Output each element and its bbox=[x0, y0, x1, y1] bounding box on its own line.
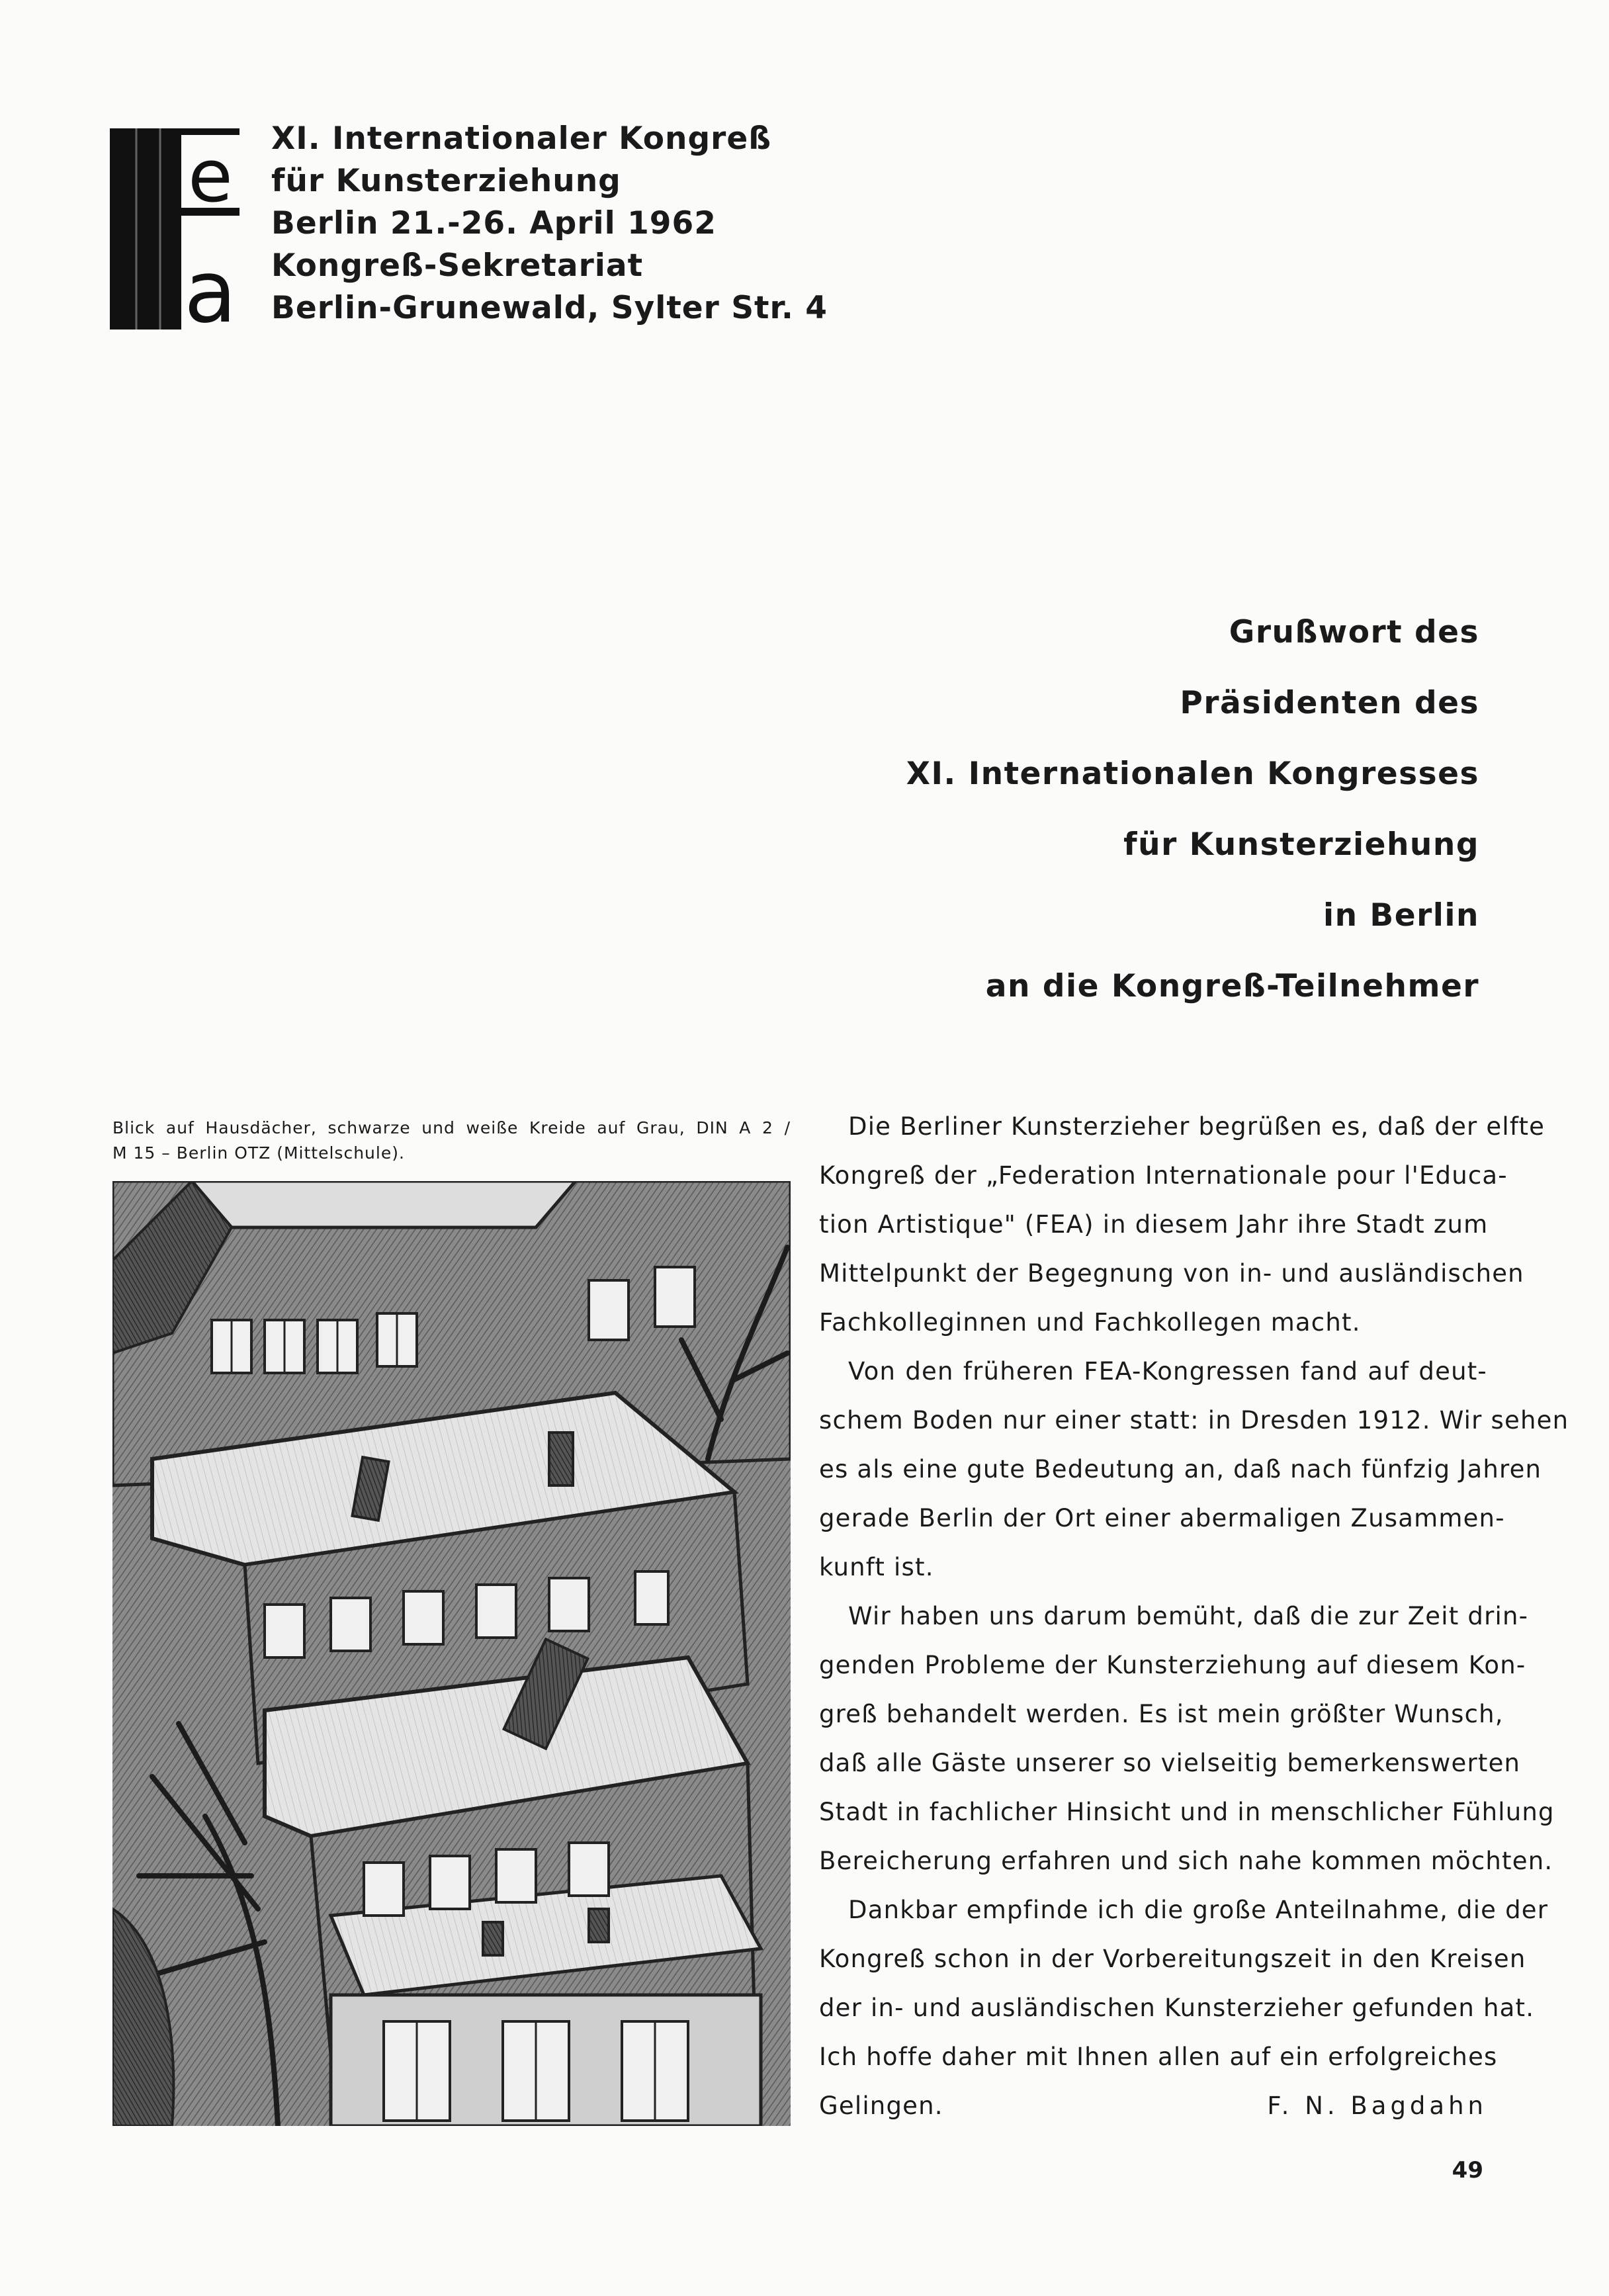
title-line: XI. Internationalen Kongresses bbox=[906, 756, 1479, 792]
text-line: es als eine gute Bedeutung an, daß nach fünfzig Jahren bbox=[819, 1455, 1542, 1483]
title-line: Präsidenten des bbox=[1180, 685, 1479, 721]
text-line: Kongreß der „Federation Internationale pour l'Educa- bbox=[819, 1161, 1508, 1190]
header-line: XI. Internationaler Kongreß bbox=[271, 120, 772, 157]
text-line: daß alle Gäste unserer so vielseitig bemerkenswerten bbox=[819, 1749, 1521, 1777]
logo-letter-a: a bbox=[184, 242, 237, 330]
text-line: Wir haben uns darum bemüht, daß die zur Zeit drin- bbox=[848, 1602, 1529, 1630]
text-line: Ich hoffe daher mit Ihnen allen auf ein erfolgreiches bbox=[819, 2043, 1498, 2071]
text-line: kunft ist. bbox=[819, 1553, 934, 1581]
closing-word: Gelingen. bbox=[819, 2092, 943, 2120]
text-line: Bereicherung erfahren und sich nahe kommen möchten. bbox=[819, 1847, 1553, 1875]
title-line: Grußwort des bbox=[1229, 614, 1479, 650]
rooftops-drawing bbox=[112, 1181, 791, 2126]
text-line: Kongreß schon in der Vorbereitungszeit in den Kreisen bbox=[819, 1945, 1526, 1973]
text-line: Von den früheren FEA-Kongressen fand auf deut- bbox=[848, 1357, 1487, 1386]
header-line: Kongreß-Sekretariat bbox=[271, 247, 644, 284]
page-number: 49 bbox=[1452, 2157, 1483, 2184]
text-line: gerade Berlin der Ort einer abermaligen Zusammen- bbox=[819, 1504, 1505, 1532]
title-line: in Berlin bbox=[1323, 897, 1479, 934]
paragraph bbox=[819, 1347, 1569, 1592]
text-line: Fachkolleginnen und Fachkollegen macht. bbox=[819, 1308, 1361, 1337]
congress-header bbox=[271, 118, 867, 330]
text-line: schem Boden nur einer statt: in Dresden 1912. Wir sehen bbox=[819, 1406, 1569, 1435]
text-line: Mittelpunkt der Begegnung von in- und ausländischen bbox=[819, 1259, 1524, 1288]
article-body bbox=[819, 1102, 1569, 2131]
text-line: greß behandelt werden. Es ist mein größter Wunsch, bbox=[819, 1700, 1504, 1728]
text-line: der in- und ausländischen Kunsterzieher gefunden hat. bbox=[819, 1994, 1535, 2022]
caption-line: Blick auf Hausdächer, schwarze und weiße Kreide auf Grau, DIN A 2 / bbox=[112, 1118, 791, 1137]
caption-line: M 15 – Berlin OTZ (Mittelschule). bbox=[112, 1143, 405, 1163]
text-line: genden Probleme der Kunsterziehung auf diesem Kon- bbox=[819, 1651, 1526, 1679]
logo-letter-e: e bbox=[188, 134, 233, 218]
header-line: für Kunsterziehung bbox=[271, 163, 621, 199]
text-line: tion Artistique" (FEA) in diesem Jahr ihre Stadt zum bbox=[819, 1210, 1489, 1239]
paragraph bbox=[819, 1102, 1545, 1347]
header-line: Berlin-Grunewald, Sylter Str. 4 bbox=[271, 290, 828, 326]
paragraph bbox=[819, 1886, 1549, 2082]
header-line: Berlin 21.-26. April 1962 bbox=[271, 205, 717, 242]
text-line: Dankbar empfinde ich die große Anteilnahme, die der bbox=[848, 1896, 1549, 1924]
text-line: Die Berliner Kunsterzieher begrüßen es, daß der elfte bbox=[848, 1112, 1545, 1141]
fea-logo bbox=[110, 128, 239, 330]
text-line: Stadt in fachlicher Hinsicht und in menschlicher Fühlung bbox=[819, 1798, 1555, 1826]
article-title bbox=[619, 597, 1479, 1022]
closing-line bbox=[819, 2082, 1487, 2131]
signature: F. N. Bagdahn bbox=[1267, 2092, 1487, 2120]
paragraph bbox=[819, 1592, 1555, 1886]
title-line: an die Kongreß-Teilnehmer bbox=[985, 968, 1479, 1004]
title-line: für Kunsterziehung bbox=[1123, 826, 1479, 863]
figure-caption bbox=[112, 1116, 791, 1166]
